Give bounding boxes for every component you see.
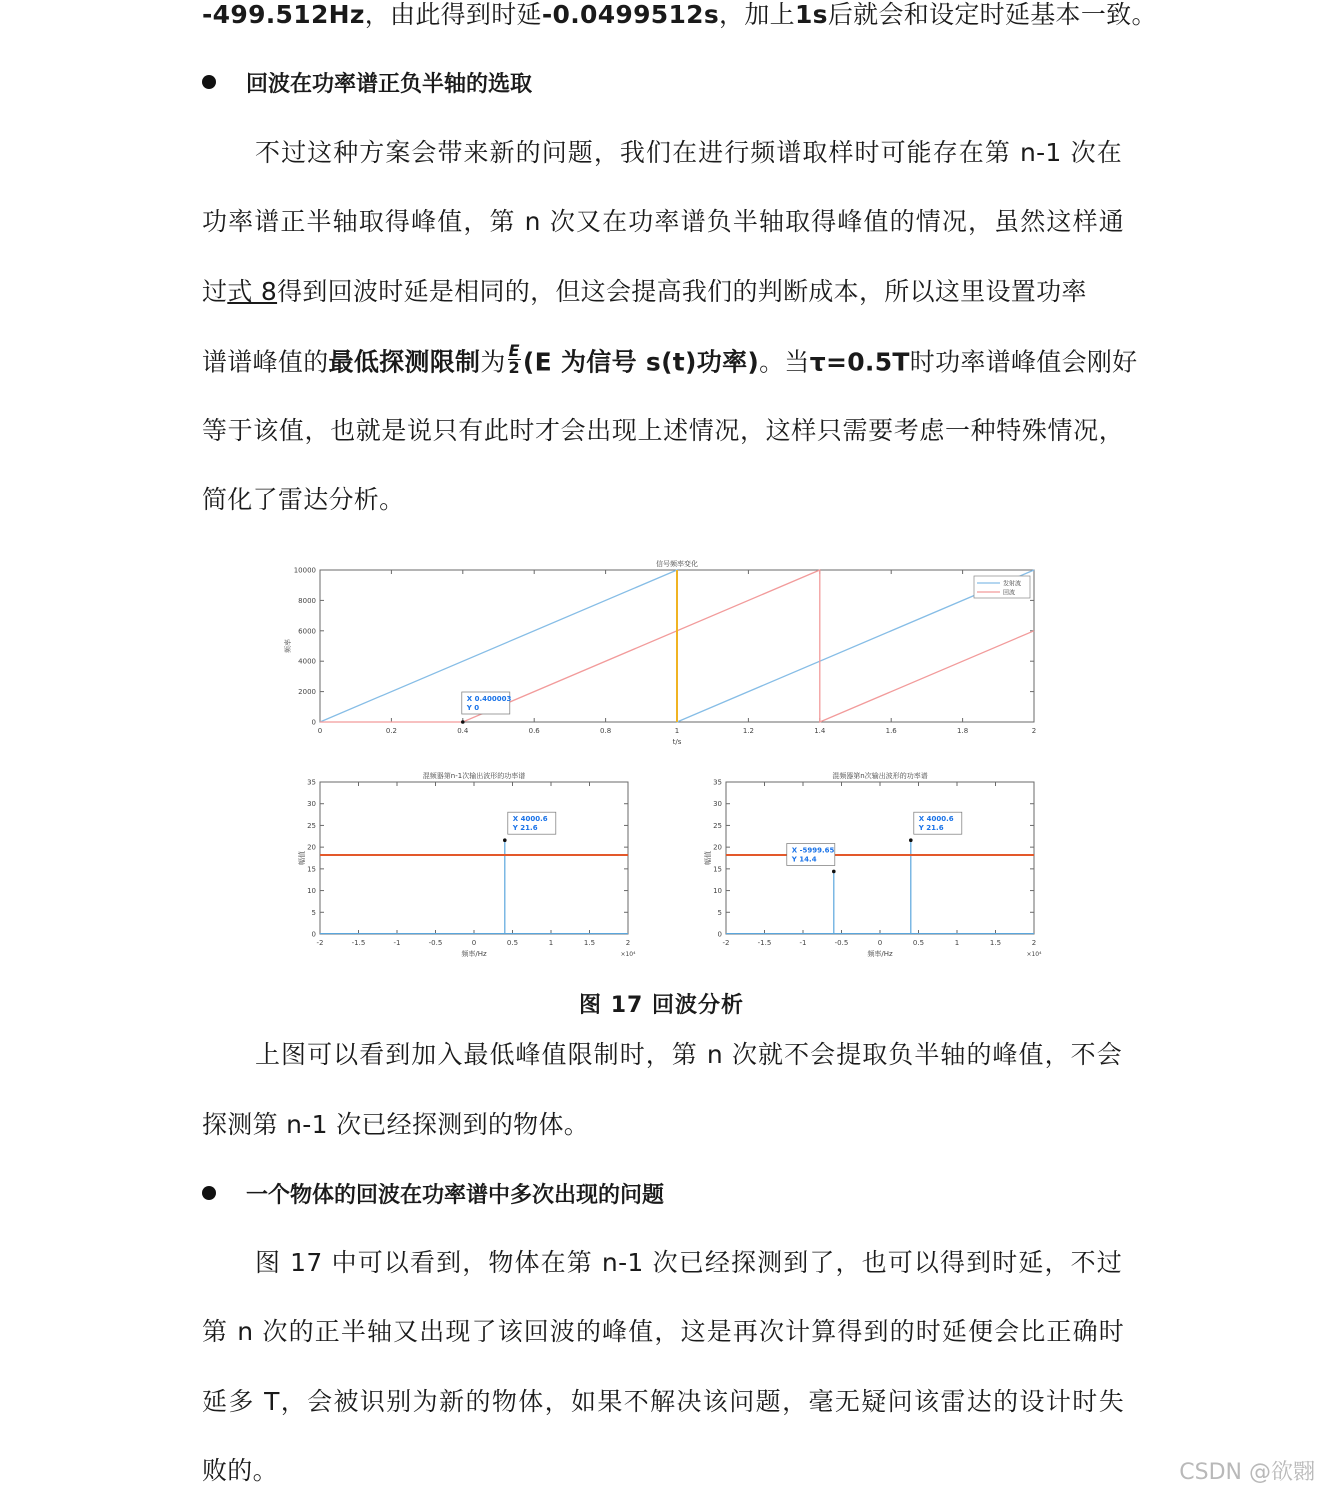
text-fragment: 谱谱峰值的 xyxy=(202,347,329,377)
x-axis-label: 频率/Hz xyxy=(461,950,487,958)
y-tick-label: 0 xyxy=(311,718,316,727)
equation-reference-link[interactable]: 式 8 xyxy=(227,277,278,306)
figure-caption: 图 17 回波分析 xyxy=(579,993,744,1018)
x-tick-label: 1.6 xyxy=(885,727,897,735)
y-tick-label: 30 xyxy=(307,800,316,809)
datatip-marker xyxy=(909,838,913,842)
y-tick-label: 10 xyxy=(307,887,316,896)
x-tick-label: 0.4 xyxy=(457,727,469,735)
x-axis-label: 频率/Hz xyxy=(867,950,893,958)
x-tick-label: 1.4 xyxy=(814,727,826,735)
paragraph-line: 等于该值，也就是说只有此时才会出现上述情况，这样只需要考虑一种特殊情况， xyxy=(202,416,1124,445)
y-tick-label: 10 xyxy=(713,887,722,896)
chart-power-spectrum-n-1 xyxy=(297,771,636,958)
offset-value: 1s xyxy=(794,0,828,29)
x-exponent-label: ×10⁴ xyxy=(1026,951,1042,958)
y-tick-label: 6000 xyxy=(298,627,316,636)
text-fragment: ，由此得到时延 xyxy=(364,0,542,29)
datatip-marker xyxy=(503,838,507,842)
text-fragment: 时功率谱峰值会刚好 xyxy=(909,347,1138,377)
plot-area xyxy=(726,782,1034,934)
y-tick-label: 2000 xyxy=(298,688,316,697)
x-tick-label: -2 xyxy=(316,939,324,947)
datatip-x: X 0.400003 xyxy=(466,695,512,703)
chart-power-spectrum-n xyxy=(703,771,1042,958)
y-tick-label: 20 xyxy=(713,843,722,852)
chart-frequency-change xyxy=(283,559,1036,746)
section-heading-1 xyxy=(202,67,532,98)
section-heading-text: 一个物体的回波在功率谱中多次出现的问题 xyxy=(246,1183,665,1208)
chart-title: 混频器第n次输出波形的功率谱 xyxy=(832,772,928,780)
legend-label: 发射波 xyxy=(1003,580,1022,588)
intro-line xyxy=(202,0,1157,30)
text-fragment: 得到回波时延是相同的，但这会提高我们的判断成本，所以这里设置功率 xyxy=(277,277,1087,306)
y-tick-label: 0 xyxy=(717,930,722,939)
watermark: CSDN @欲翾 xyxy=(1179,1460,1315,1485)
datatip-x: X -5999.65 xyxy=(791,846,835,855)
paragraph-line: 简化了雷达分析。 xyxy=(202,485,405,514)
x-axis-label: t/s xyxy=(672,738,682,746)
paragraph-line xyxy=(202,277,1124,307)
text-fragment: 过 xyxy=(202,277,228,306)
fraction-numerator: E xyxy=(508,341,520,360)
y-tick-label: 25 xyxy=(307,821,316,830)
section-heading-2 xyxy=(202,1178,664,1209)
y-tick-label: 5 xyxy=(311,908,316,917)
datatip-y: Y 21.6 xyxy=(918,824,944,833)
x-tick-label: -2 xyxy=(722,939,730,947)
x-tick-label: 1.5 xyxy=(989,939,1002,947)
y-tick-label: 4000 xyxy=(298,657,316,666)
text-fragment: 为 xyxy=(480,347,506,377)
y-axis-label: 频率 xyxy=(284,639,292,653)
y-tick-label: 0 xyxy=(311,930,316,939)
x-exponent-label: ×10⁴ xyxy=(620,951,636,958)
x-tick-label: 1.8 xyxy=(957,727,969,735)
y-tick-label: 10000 xyxy=(293,566,316,575)
x-tick-label: 0.6 xyxy=(528,727,540,735)
x-tick-label: 2 xyxy=(1031,727,1037,735)
y-axis-label: 幅值 xyxy=(704,851,712,865)
x-tick-label: 0 xyxy=(471,939,477,947)
x-tick-label: 0 xyxy=(877,939,883,947)
bold-term: (E 为信号 s(t)功率) xyxy=(522,347,760,377)
fraction xyxy=(508,343,521,376)
x-tick-label: 1 xyxy=(674,727,680,735)
datatip-marker xyxy=(832,870,836,874)
paragraph-line: 败的。 xyxy=(202,1456,278,1485)
x-tick-label: -1.5 xyxy=(351,939,366,947)
bold-term: τ=0.5T xyxy=(809,347,910,377)
y-tick-label: 30 xyxy=(713,800,722,809)
text-fragment: 后就会和设定时延基本一致。 xyxy=(827,0,1157,29)
plot-area xyxy=(320,782,628,934)
text-fragment: 。当 xyxy=(759,347,810,377)
x-tick-label: 1 xyxy=(954,939,960,947)
delay-value: -0.0499512s xyxy=(541,0,720,29)
x-tick-label: 1.2 xyxy=(742,727,754,735)
y-tick-label: 35 xyxy=(713,778,722,787)
paragraph-line xyxy=(202,341,1138,380)
y-tick-label: 35 xyxy=(307,778,316,787)
text-fragment: ，加上 xyxy=(719,0,795,29)
y-tick-label: 20 xyxy=(307,843,316,852)
paragraph-line: 延多 T，会被识别为新的物体，如果不解决该问题，毫无疑问该雷达的设计时失 xyxy=(202,1387,1124,1416)
x-tick-label: 2 xyxy=(1031,939,1037,947)
y-tick-label: 25 xyxy=(713,821,722,830)
chart-title: 信号频率变化 xyxy=(656,560,698,568)
x-tick-label: -1.5 xyxy=(757,939,772,947)
y-axis-label: 幅值 xyxy=(298,851,306,865)
paragraph-line: 第 n 次的正半轴又出现了该回波的峰值，这是再次计算得到的时延便会比正确时 xyxy=(202,1317,1124,1346)
y-tick-label: 15 xyxy=(713,865,722,874)
y-tick-label: 15 xyxy=(307,865,316,874)
fraction-denominator: 2 xyxy=(508,358,520,377)
x-tick-label: 0 xyxy=(317,727,323,735)
paragraph-line: 探测第 n-1 次已经探测到的物体。 xyxy=(202,1110,590,1139)
x-tick-label: 0.2 xyxy=(385,727,397,735)
paragraph-line: 上图可以看到加入最低峰值限制时，第 n 次就不会提取负半轴的峰值，不会 xyxy=(255,1040,1122,1069)
datatip-y: Y 21.6 xyxy=(512,824,538,833)
bullet-icon xyxy=(202,1186,216,1200)
x-tick-label: 0.5 xyxy=(912,939,925,947)
y-tick-label: 8000 xyxy=(298,596,316,605)
bullet-icon xyxy=(202,75,216,89)
x-tick-label: 0.5 xyxy=(506,939,519,947)
x-tick-label: 1 xyxy=(548,939,554,947)
section-heading-text: 回波在功率谱正负半轴的选取 xyxy=(246,72,533,97)
x-tick-label: -1 xyxy=(393,939,401,947)
paragraph-line: 不过这种方案会带来新的问题，我们在进行频谱取样时可能存在第 n-1 次在 xyxy=(255,138,1122,167)
figure-17 xyxy=(0,545,1323,985)
x-tick-label: -0.5 xyxy=(834,939,849,947)
paragraph-line: 功率谱正半轴取得峰值，第 n 次又在功率谱负半轴取得峰值的情况，虽然这样通 xyxy=(202,207,1124,236)
x-tick-label: 1.5 xyxy=(583,939,596,947)
x-tick-label: -1 xyxy=(799,939,807,947)
datatip-y: Y 0 xyxy=(466,704,480,712)
datatip-y: Y 14.4 xyxy=(791,855,817,864)
bold-term: 最低探测限制 xyxy=(328,347,481,377)
datatip-marker xyxy=(461,720,465,724)
datatip-x: X 4000.6 xyxy=(512,815,548,824)
x-tick-label: 2 xyxy=(625,939,631,947)
x-tick-label: 0.8 xyxy=(600,727,612,735)
chart-title: 混频器第n-1次输出波形的功率谱 xyxy=(422,772,526,780)
y-tick-label: 5 xyxy=(717,908,722,917)
datatip-x: X 4000.6 xyxy=(918,815,954,824)
legend-box xyxy=(974,576,1030,598)
freq-value: -499.512Hz xyxy=(202,0,365,29)
legend-label: 回波 xyxy=(1003,589,1016,597)
paragraph-line: 图 17 中可以看到，物体在第 n-1 次已经探测到了，也可以得到时延，不过 xyxy=(255,1248,1122,1277)
x-tick-label: -0.5 xyxy=(428,939,443,947)
